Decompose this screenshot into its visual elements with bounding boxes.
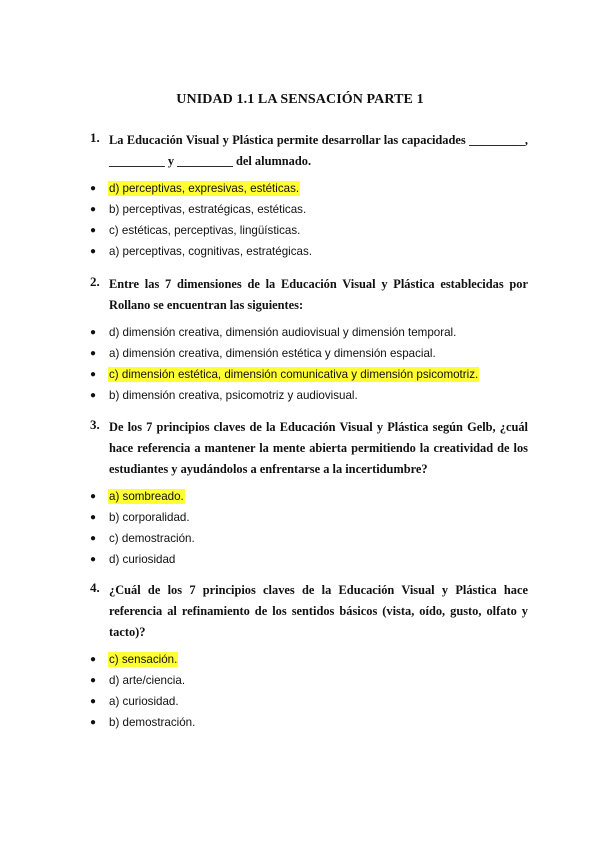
option-item bbox=[90, 528, 528, 549]
option-label: d) dimensión creativa, dimensión audiovisual y dimensión temporal. bbox=[109, 326, 457, 339]
option-list bbox=[90, 178, 528, 262]
bullet-icon: ● bbox=[90, 554, 97, 565]
option-item bbox=[90, 712, 528, 733]
option-label: d) curiosidad bbox=[109, 553, 176, 566]
option-item bbox=[90, 199, 528, 220]
option-item bbox=[90, 486, 528, 507]
bullet-icon: ● bbox=[90, 204, 97, 215]
question-text: La Educación Visual y Plástica permite desarrollar las capacidades _________, _________ y _________ del alumnado. bbox=[109, 133, 528, 168]
bullet-icon: ● bbox=[90, 246, 97, 257]
bullet-icon: ● bbox=[90, 225, 97, 236]
option-item bbox=[90, 220, 528, 241]
option-label: b) perceptivas, estratégicas, estéticas. bbox=[109, 203, 307, 216]
question-text: De los 7 principios claves de la Educación Visual y Plástica según Gelb, ¿cuál hace referencia a mantener la mente abierta permitiendo la creatividad de los estudiantes y ayudándolos a enfrentarse a la incertidumbre? bbox=[109, 420, 528, 476]
question-number: 2. bbox=[90, 274, 100, 289]
option-label: b) demostración. bbox=[109, 716, 196, 729]
option-list bbox=[90, 486, 528, 570]
option-item bbox=[90, 507, 528, 528]
option-item bbox=[90, 364, 528, 385]
option-label: a) curiosidad. bbox=[109, 695, 179, 708]
option-label: b) dimensión creativa, psicomotriz y audiovisual. bbox=[109, 389, 358, 402]
option-label: c) sensación. bbox=[109, 653, 178, 666]
option-item bbox=[90, 385, 528, 406]
bullet-icon: ● bbox=[90, 491, 97, 502]
question-number: 4. bbox=[90, 580, 100, 595]
option-list bbox=[90, 649, 528, 733]
question-2 bbox=[90, 274, 528, 406]
option-label: c) dimensión estética, dimensión comunicativa y dimensión psicomotriz. bbox=[109, 368, 479, 381]
bullet-icon: ● bbox=[90, 696, 97, 707]
question-number: 1. bbox=[90, 130, 100, 145]
question-4 bbox=[90, 580, 528, 733]
option-label: b) corporalidad. bbox=[109, 511, 190, 524]
bullet-icon: ● bbox=[90, 512, 97, 523]
option-label: c) demostración. bbox=[109, 532, 195, 545]
option-item bbox=[90, 241, 528, 262]
option-item bbox=[90, 649, 528, 670]
option-label: a) perceptivas, cognitivas, estratégicas. bbox=[109, 245, 312, 258]
bullet-icon: ● bbox=[90, 654, 97, 665]
bullet-icon: ● bbox=[90, 183, 97, 194]
option-item bbox=[90, 549, 528, 570]
question-text: ¿Cuál de los 7 principios claves de la Educación Visual y Plástica hace referencia al refinamiento de los sentidos básicos (vista, oído, gusto, olfato y tacto)? bbox=[109, 583, 528, 639]
option-label: a) sombreado. bbox=[109, 490, 184, 503]
bullet-icon: ● bbox=[90, 717, 97, 728]
option-label: d) perceptivas, expresivas, estéticas. bbox=[109, 182, 300, 195]
bullet-icon: ● bbox=[90, 348, 97, 359]
question-3 bbox=[90, 417, 528, 570]
option-item bbox=[90, 343, 528, 364]
question-text: Entre las 7 dimensiones de la Educación Visual y Plástica establecidas por Rollano se encuentran las siguientes: bbox=[109, 277, 528, 312]
bullet-icon: ● bbox=[90, 533, 97, 544]
option-item bbox=[90, 178, 528, 199]
option-label: c) estéticas, perceptivas, lingüísticas. bbox=[109, 224, 301, 237]
bullet-icon: ● bbox=[90, 327, 97, 338]
bullet-icon: ● bbox=[90, 675, 97, 686]
option-item bbox=[90, 670, 528, 691]
bullet-icon: ● bbox=[90, 369, 97, 380]
option-item bbox=[90, 322, 528, 343]
question-1 bbox=[90, 130, 528, 262]
option-list bbox=[90, 322, 528, 406]
question-number: 3. bbox=[90, 417, 100, 432]
option-label: a) dimensión creativa, dimensión estética y dimensión espacial. bbox=[109, 347, 436, 360]
option-item bbox=[90, 691, 528, 712]
document-title: UNIDAD 1.1 LA SENSACIÓN PARTE 1 bbox=[176, 92, 424, 107]
option-label: d) arte/ciencia. bbox=[109, 674, 186, 687]
bullet-icon: ● bbox=[90, 390, 97, 401]
